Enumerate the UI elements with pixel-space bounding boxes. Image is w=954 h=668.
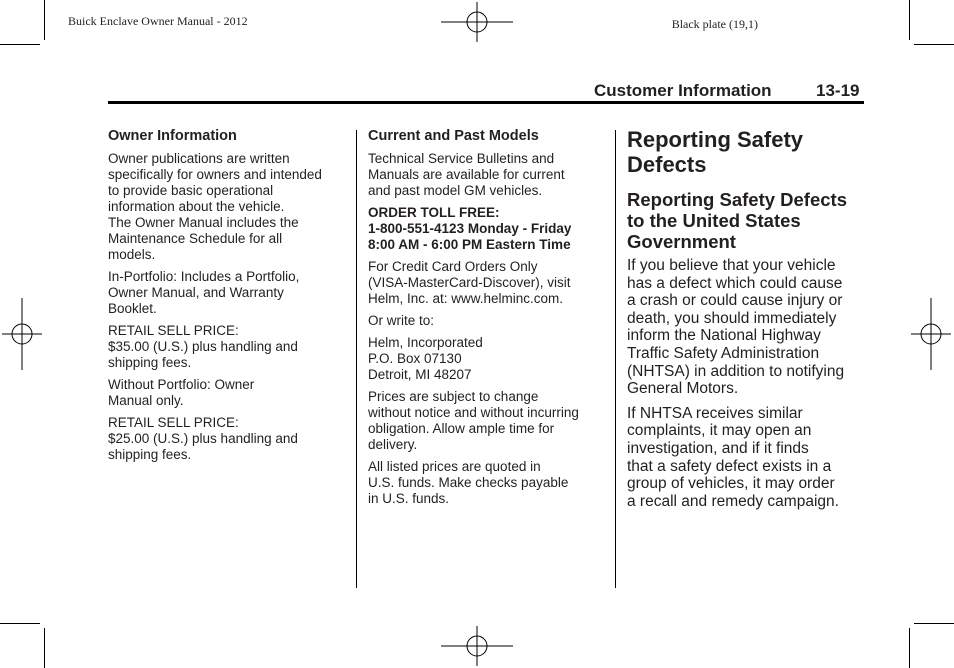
mailing-address: Helm, Incorporated P.O. Box 07130 Detroit, MI 48207 [368, 335, 483, 382]
crop-mark-top-left-v [44, 0, 45, 40]
crop-mark-top-right-h [914, 44, 954, 45]
column-current-past-models [368, 127, 604, 513]
crop-mark-bottom-left-v [44, 628, 45, 668]
crop-mark-top-right-v [909, 0, 910, 40]
paragraph: RETAIL SELL PRICE: $35.00 (U.S.) plus handling and shipping fees. [108, 323, 298, 370]
column-owner-information [108, 127, 348, 469]
registration-mark-left-icon [2, 298, 42, 370]
registration-mark-bottom-icon [441, 626, 513, 666]
paragraph: Technical Service Bulletins and Manuals are available for current and past model GM vehicles. [368, 151, 565, 198]
crop-mark-bottom-right-v [909, 628, 910, 668]
crop-mark-bottom-left-h [0, 623, 40, 624]
order-toll-free: ORDER TOLL FREE: 1-800-551-4123 Monday - Friday 8:00 AM - 6:00 PM Eastern Time [368, 205, 572, 252]
registration-mark-right-icon [911, 298, 951, 370]
paragraph: Owner publications are written specifically for owners and intended to provide basic operational information about the vehicle. The Owner Manual includes the Maintenance Schedule for all models. [108, 151, 322, 262]
paragraph: Without Portfolio: Owner Manual only. [108, 377, 255, 408]
paragraph: If NHTSA receives similar complaints, it may open an investigation, and if it finds that a safety defect exists in a group of vehicles, it may order a recall and remedy campaign. [627, 404, 839, 510]
column-reporting-safety-defects [627, 127, 863, 517]
crop-mark-bottom-right-h [914, 623, 954, 624]
column-divider [615, 130, 616, 588]
slug-document-title: Buick Enclave Owner Manual - 2012 [68, 14, 248, 28]
heading-current-past-models: Current and Past Models [368, 128, 539, 144]
heading-reporting-safety-defects: Reporting Safety Defects [627, 127, 804, 177]
page-number: 13-19 [816, 81, 860, 100]
crop-mark-top-left-h [0, 44, 40, 45]
paragraph: For Credit Card Orders Only (VISA-MasterCard-Discover), visit Helm, Inc. at: www.helminc.com. [368, 259, 571, 306]
paragraph: Or write to: [368, 313, 435, 328]
heading-owner-information: Owner Information [108, 128, 237, 144]
header-rule [108, 101, 864, 104]
section-title: Customer Information [594, 81, 772, 100]
paragraph: RETAIL SELL PRICE: $25.00 (U.S.) plus handling and shipping fees. [108, 415, 298, 462]
paragraph: In-Portfolio: Includes a Portfolio, Owner Manual, and Warranty Booklet. [108, 269, 300, 316]
column-divider [356, 130, 357, 588]
slug-plate-info: Black plate (19,1) [671, 17, 758, 31]
paragraph: If you believe that your vehicle has a defect which could cause a crash or could cause injury or death, you should immediately inform the National Highway Traffic Safety Administration (NHTSA) in addition to notifying General Motors. [627, 257, 845, 398]
subheading-us-government: Reporting Safety Defects to the United States Government [627, 189, 847, 252]
registration-mark-top-icon [441, 2, 513, 42]
paragraph: All listed prices are quoted in U.S. funds. Make checks payable in U.S. funds. [368, 459, 569, 506]
paragraph: Prices are subject to change without notice and without incurring obligation. Allow ample time for delivery. [368, 389, 579, 452]
